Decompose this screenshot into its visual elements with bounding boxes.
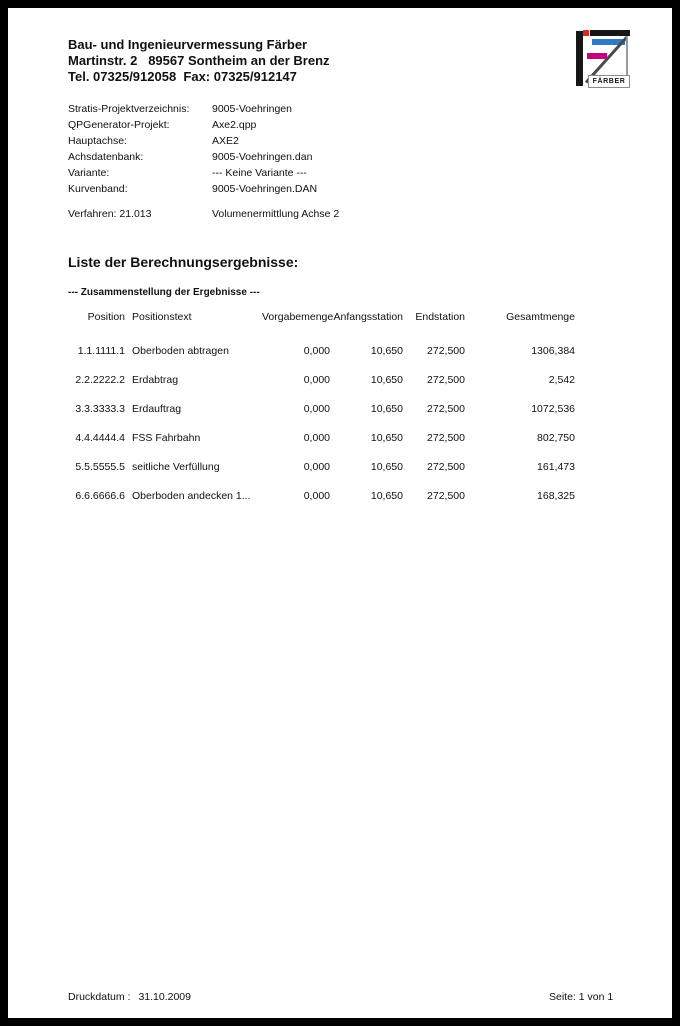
cell-gesamtmenge: 1072,536 [531, 403, 575, 415]
cell-anfangsstation: 10,650 [370, 403, 403, 415]
company-header [68, 37, 330, 85]
info-row [68, 181, 317, 197]
results-title: Liste der Berechnungsergebnisse: [68, 254, 299, 270]
cell-position: 6.6.6666.6 [75, 490, 125, 502]
info-label: Kurvenband: [68, 183, 128, 195]
cell-position: 1.1.1111.1 [77, 345, 125, 357]
cell-vorgabemenge: 0,000 [303, 403, 330, 415]
cell-endstation: 272,500 [427, 490, 465, 502]
cell-position: 2.2.2222.2 [75, 374, 125, 386]
results-subtitle: --- Zusammenstellung der Ergebnisse --- [68, 287, 260, 298]
info-row [68, 101, 317, 117]
cell-position: 3.3.3333.3 [75, 403, 125, 415]
cell-positionstext: FSS Fahrbahn [132, 432, 201, 444]
cell-anfangsstation: 10,650 [370, 345, 403, 357]
col-header-positionstext: Positionstext [132, 311, 192, 323]
info-label: Stratis-Projektverzeichnis: [68, 103, 190, 115]
col-header-endstation: Endstation [415, 311, 465, 323]
cell-position: 4.4.4444.4 [75, 432, 125, 444]
cell-vorgabemenge: 0,000 [303, 490, 330, 502]
col-header-anfangsstation: Anfangsstation [333, 311, 403, 323]
cell-positionstext: seitliche Verfüllung [132, 461, 220, 473]
info-row [68, 133, 317, 149]
logo-top-bar-shape [590, 30, 630, 36]
faerber-logo [574, 30, 630, 88]
cell-gesamtmenge: 2,542 [548, 374, 575, 386]
company-name-line: Bau- und Ingenieurvermessung Färber [68, 37, 308, 52]
cell-anfangsstation: 10,650 [370, 432, 403, 444]
company-address-line: Martinstr. 2 89567 Sontheim an der Brenz [68, 53, 330, 68]
cell-endstation: 272,500 [427, 345, 465, 357]
cell-gesamtmenge: 161,473 [537, 461, 575, 473]
cell-endstation: 272,500 [427, 461, 465, 473]
cell-vorgabemenge: 0,000 [303, 461, 330, 473]
table-row [73, 489, 575, 518]
cell-anfangsstation: 10,650 [370, 461, 403, 473]
cell-vorgabemenge: 0,000 [303, 432, 330, 444]
logo-magenta-bar-shape [587, 53, 607, 59]
cell-anfangsstation: 10,650 [370, 490, 403, 502]
info-value: AXE2 [212, 135, 239, 147]
col-header-position: Position [87, 311, 125, 323]
table-header-row [73, 310, 575, 344]
cell-endstation: 272,500 [427, 432, 465, 444]
cell-anfangsstation: 10,650 [370, 374, 403, 386]
cell-positionstext: Erdabtrag [132, 374, 179, 386]
cell-positionstext: Erdauftrag [132, 403, 182, 415]
table-row [73, 431, 575, 460]
logo-left-bar-shape [576, 31, 583, 86]
verfahren-value: Volumenermittlung Achse 2 [212, 208, 340, 220]
cell-endstation: 272,500 [427, 374, 465, 386]
cell-gesamtmenge: 802,750 [537, 432, 575, 444]
info-value: 9005-Voehringen.dan [212, 151, 313, 163]
table-row [73, 373, 575, 402]
info-value: 9005-Voehringen.DAN [212, 183, 318, 195]
company-phone-line: Tel. 07325/912058 Fax: 07325/912147 [68, 69, 297, 84]
print-date [68, 991, 191, 1003]
info-row [68, 165, 317, 181]
info-value: --- Keine Variante --- [212, 167, 307, 179]
cell-positionstext: Oberboden abtragen [132, 345, 229, 357]
cell-gesamtmenge: 168,325 [537, 490, 575, 502]
cell-position: 5.5.5555.5 [75, 461, 125, 473]
verfahren-label: Verfahren: 21.013 [68, 208, 152, 220]
info-label: QPGenerator-Projekt: [68, 119, 170, 131]
info-value: 9005-Voehringen [212, 103, 292, 115]
cell-gesamtmenge: 1306,384 [531, 345, 575, 357]
info-row [68, 149, 317, 165]
page-number: Seite: 1 von 1 [549, 991, 614, 1003]
cell-vorgabemenge: 0,000 [303, 374, 330, 386]
verfahren-row [68, 206, 339, 222]
print-date-value: 31.10.2009 [138, 991, 191, 1003]
col-header-gesamtmenge: Gesamtmenge [506, 311, 575, 323]
info-label: Achsdatenbank: [68, 151, 144, 163]
logo-red-square-shape [583, 30, 589, 36]
col-header-vorgabemenge: Vorgabemenge [262, 311, 334, 323]
results-table [73, 310, 575, 518]
info-value: Axe2.qpp [212, 119, 257, 131]
info-row [68, 117, 317, 133]
info-label: Variante: [68, 167, 110, 179]
project-info-block [68, 101, 317, 197]
cell-endstation: 272,500 [427, 403, 465, 415]
table-row [73, 460, 575, 489]
table-row [73, 344, 575, 373]
cell-vorgabemenge: 0,000 [303, 345, 330, 357]
cell-positionstext: Oberboden andecken 1... [132, 490, 251, 502]
info-label: Hauptachse: [68, 135, 127, 147]
print-date-label: Druckdatum : [68, 991, 131, 1003]
logo-wordmark: FÄRBER [588, 75, 630, 88]
table-row [73, 402, 575, 431]
